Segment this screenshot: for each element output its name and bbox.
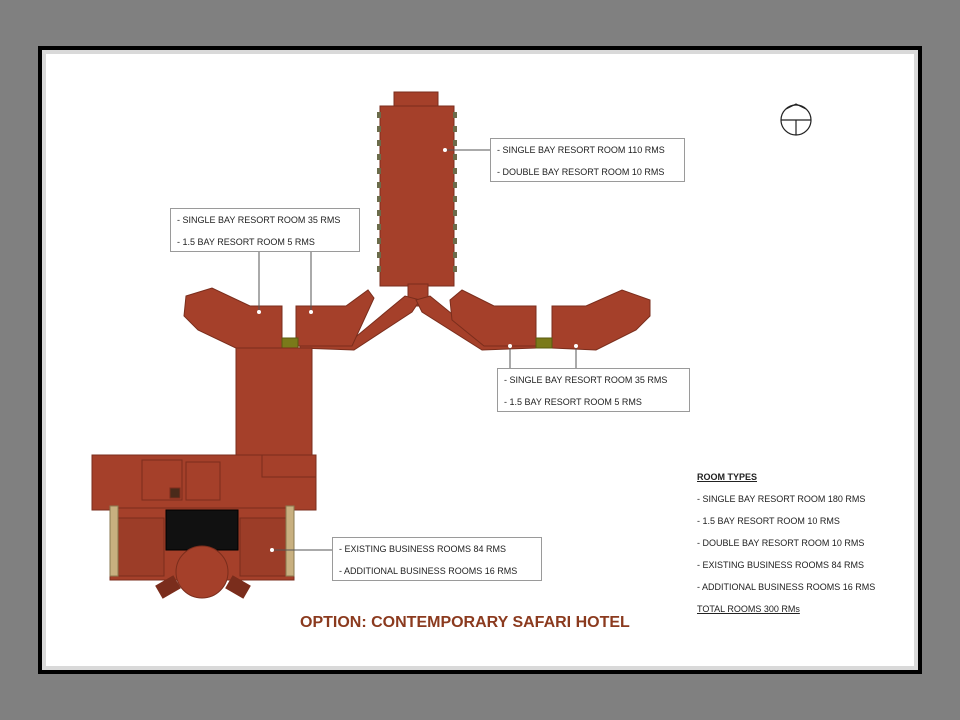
callout-line: - DOUBLE BAY RESORT ROOM 10 RMS: [497, 167, 665, 177]
legend-item: - ADDITIONAL BUSINESS ROOMS 16 RMS: [697, 582, 876, 592]
callout-business: [332, 537, 542, 581]
north-wing: [377, 92, 457, 306]
legend-item: - DOUBLE BAY RESORT ROOM 10 RMS: [697, 538, 865, 548]
callout-west-wing: [170, 208, 360, 252]
page-title: OPTION: CONTEMPORARY SAFARI HOTEL: [300, 614, 630, 631]
callout-line: - SINGLE BAY RESORT ROOM 35 RMS: [504, 375, 668, 385]
callout-line: - 1.5 BAY RESORT ROOM 5 RMS: [504, 397, 642, 407]
connector-wing: [236, 348, 312, 458]
callout-line: - ADDITIONAL BUSINESS ROOMS 16 RMS: [339, 566, 518, 576]
business-block: [92, 455, 316, 598]
callout-line: - SINGLE BAY RESORT ROOM 35 RMS: [177, 215, 341, 225]
east-wing: [416, 290, 650, 350]
room-types-legend: [697, 470, 875, 624]
legend-item: - SINGLE BAY RESORT ROOM 180 RMS: [697, 494, 866, 504]
legend-total: TOTAL ROOMS 300 RMs: [697, 604, 800, 614]
west-wing: [184, 288, 420, 350]
legend-item: - EXISTING BUSINESS ROOMS 84 RMS: [697, 560, 865, 570]
legend-item: - 1.5 BAY RESORT ROOM 10 RMS: [697, 516, 840, 526]
legend-heading: ROOM TYPES: [697, 472, 758, 482]
north-arrow-icon: [781, 104, 811, 135]
callout-line: - 1.5 BAY RESORT ROOM 5 RMS: [177, 237, 315, 247]
callout-east-wing: [497, 368, 690, 412]
callout-north-wing: [490, 138, 685, 182]
callout-line: - SINGLE BAY RESORT ROOM 110 RMS: [497, 145, 665, 155]
callout-line: - EXISTING BUSINESS ROOMS 84 RMS: [339, 544, 507, 554]
